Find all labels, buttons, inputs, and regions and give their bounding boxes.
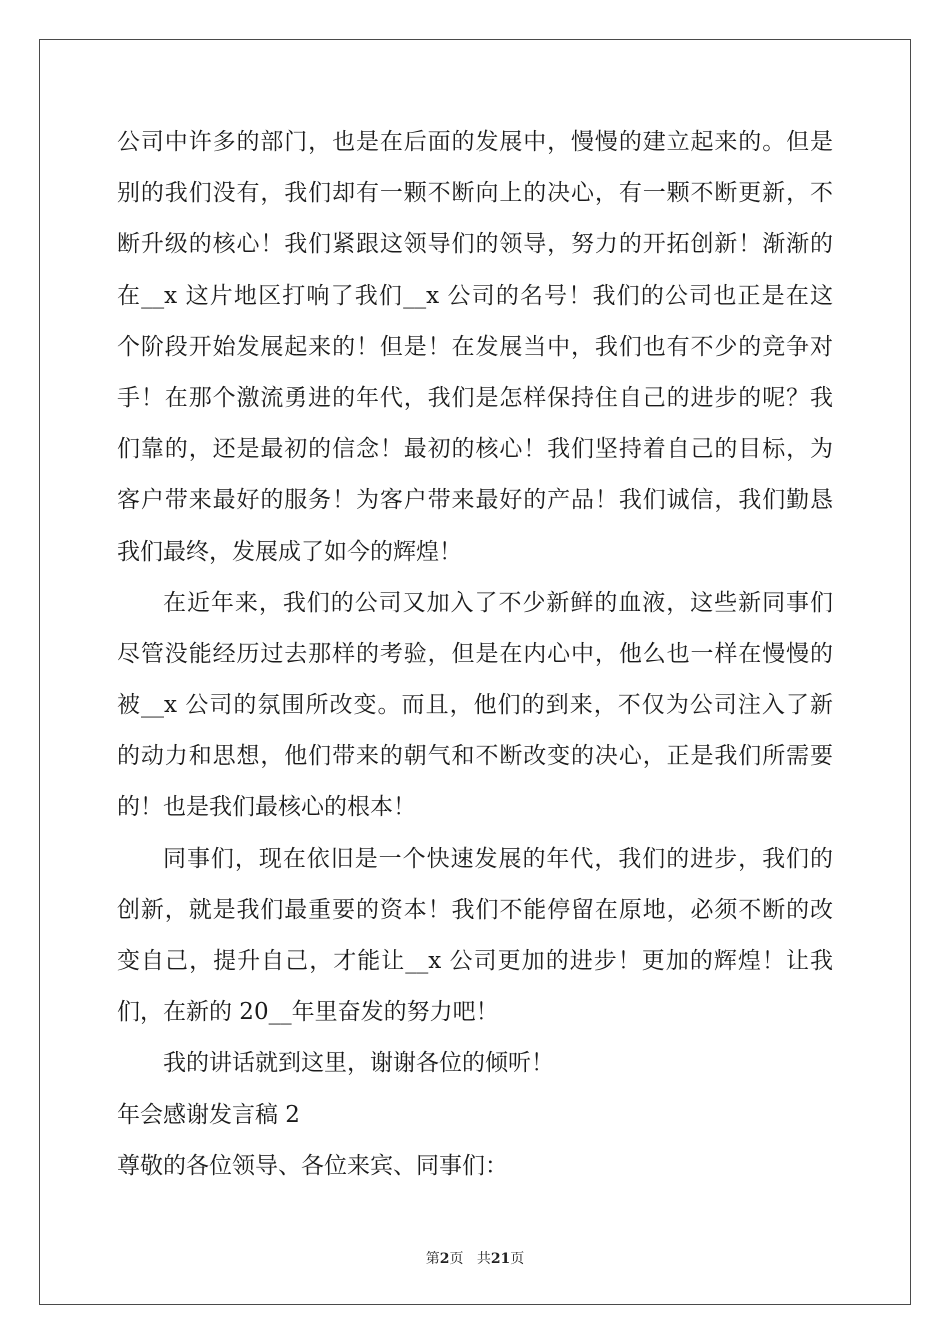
page-footer	[0, 1248, 950, 1268]
text-line: 年会感谢发言稿 2	[117, 1101, 300, 1128]
text-line: 被__x 公司的氛围所改变。而且，他们的到来，不仅为公司注入了新	[117, 692, 833, 719]
text-line: 在近年来，我们的公司又加入了不少新鲜的血液，这些新同事们	[163, 589, 833, 616]
text-line: 个阶段开始发展起来的！但是！在发展当中，我们也有不少的竞争对	[117, 333, 833, 360]
text-line: 的！也是我们最核心的根本！	[117, 794, 416, 821]
text-line: 尽管没能经历过去那样的考验，但是在内心中，他么也一样在慢慢的	[117, 640, 833, 667]
document-body	[117, 127, 833, 1202]
text-line: 同事们，现在依旧是一个快速发展的年代，我们的进步，我们的	[163, 845, 833, 872]
text-line: 们靠的，还是最初的信念！最初的核心！我们坚持着自己的目标，为	[117, 436, 833, 463]
text-line: 们，在新的 20__年里奋发的努力吧！	[117, 999, 499, 1026]
text-line: 我的讲话就到这里，谢谢各位的倾听！	[163, 1050, 554, 1077]
text-line: 客户带来最好的服务！为客户带来最好的产品！我们诚信，我们勤恳	[117, 487, 833, 514]
text-line: 断升级的核心！我们紧跟这领导们的领导，努力的开拓创新！渐渐的	[117, 231, 833, 258]
footer-total-prefix: 共	[476, 1251, 491, 1267]
text-line: 别的我们没有，我们却有一颗不断向上的决心，有一颗不断更新，不	[117, 180, 833, 207]
text-line: 尊敬的各位领导、各位来宾、同事们：	[117, 1152, 508, 1179]
footer-page-unit: 页	[449, 1251, 464, 1267]
text-line: 公司中许多的部门，也是在后面的发展中，慢慢的建立起来的。但是	[117, 129, 833, 155]
text-line: 手！在那个激流勇进的年代，我们是怎样保持住自己的进步的呢？我	[117, 384, 833, 411]
text-line: 的动力和思想，他们带来的朝气和不断改变的决心，正是我们所需要	[117, 743, 833, 770]
footer-total-pages: 21	[490, 1251, 511, 1267]
text-line: 我们最终，发展成了如今的辉煌！	[117, 538, 462, 565]
text-line: 创新，就是我们最重要的资本！我们不能停留在原地，必须不断的改	[117, 896, 833, 923]
text-line: 在__x 这片地区打响了我们__x 公司的名号！我们的公司也正是在这	[117, 282, 833, 309]
text-line: 变自己，提升自己，才能让__x 公司更加的进步！更加的辉煌！让我	[117, 948, 833, 974]
footer-total-unit: 页	[510, 1251, 525, 1267]
footer-current-page: 2	[439, 1251, 450, 1267]
footer-prefix: 第	[425, 1251, 440, 1267]
